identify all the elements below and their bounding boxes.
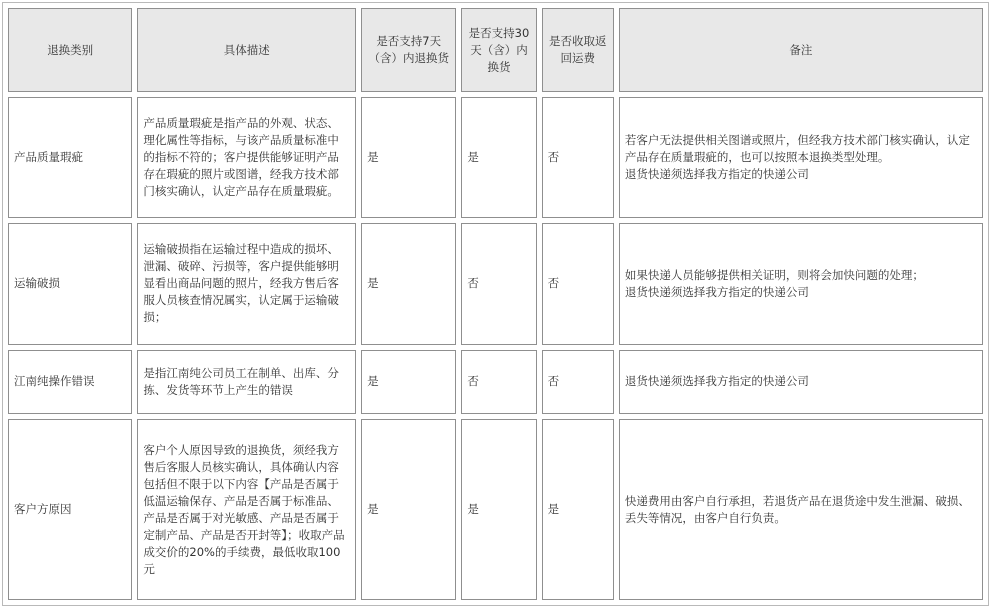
table-row (8, 223, 983, 344)
cell-shipping-fee: 否 (542, 350, 614, 415)
table-row (8, 419, 983, 600)
cell-description: 客户个人原因导致的退换货，须经我方售后客服人员核实确认，具体确认内容包括但不限于以下内容【产品是否属于低温运输保存、产品是否属于标准品、产品是否属于对光敏感、产品是否属于定制产品、产品是否开封等】；收取产品成交价的20%的手续费，最低收取100元 (137, 419, 356, 600)
cell-shipping-fee: 否 (542, 97, 614, 218)
cell-remarks (619, 419, 983, 600)
cell-description: 是指江南纯公司员工在制单、出库、分拣、发货等环节上产生的错误 (137, 350, 356, 415)
cell-exchange-30-days: 是 (461, 97, 536, 218)
cell-description: 产品质量瑕疵是指产品的外观、状态、理化属性等指标，与该产品质量标准中的指标不符的；客户提供能够证明产品存在瑕疵的照片或图谱，经我方技术部门核实确认，认定产品存在质量瑕疵。 (137, 97, 356, 218)
cell-description: 运输破损指在运输过程中造成的损坏、泄漏、破碎、污损等，客户提供能够明显看出商品问题的照片，经我方售后客服人员核查情况属实，认定属于运输破损； (137, 223, 356, 344)
cell-return-7-days: 是 (361, 223, 456, 344)
header-return-7-days: 是否支持7天（含）内退换货 (361, 8, 456, 92)
cell-remarks (619, 97, 983, 218)
return-policy-table (2, 2, 989, 606)
cell-exchange-30-days: 否 (461, 350, 536, 415)
cell-shipping-fee: 否 (542, 223, 614, 344)
cell-return-7-days: 是 (361, 97, 456, 218)
remarks-line: 若客户无法提供相关图谱或照片，但经我方技术部门核实确认，认定产品存在质量瑕疵的，也可以按照本退换类型处理。 (624, 133, 970, 165)
table-row (8, 97, 983, 218)
table-header-row (8, 8, 983, 92)
header-description: 具体描述 (137, 8, 356, 92)
cell-category: 运输破损 (8, 223, 132, 344)
header-shipping-fee: 是否收取返回运费 (542, 8, 614, 92)
cell-category: 产品质量瑕疵 (8, 97, 132, 218)
header-exchange-30-days: 是否支持30天（含）内换货 (461, 8, 536, 92)
cell-return-7-days: 是 (361, 350, 456, 415)
table-row (8, 350, 983, 415)
remarks-line: 退货快递须选择我方指定的快递公司 (624, 284, 809, 299)
cell-category: 客户方原因 (8, 419, 132, 600)
remarks-line: 退货快递须选择我方指定的快递公司 (624, 167, 809, 182)
remarks-line: 退货快递须选择我方指定的快递公司 (624, 374, 809, 389)
cell-remarks (619, 350, 983, 415)
remarks-line: 如果快递人员能够提供相关证明，则将会加快问题的处理； (624, 267, 924, 282)
remarks-line: 快递费用由客户自行承担，若退货产品在退货途中发生泄漏、破损、丢失等情况，由客户自行负责。 (624, 493, 970, 525)
cell-exchange-30-days: 是 (461, 419, 536, 600)
cell-return-7-days: 是 (361, 419, 456, 600)
cell-remarks (619, 223, 983, 344)
cell-category: 江南纯操作错误 (8, 350, 132, 415)
cell-exchange-30-days: 否 (461, 223, 536, 344)
header-remarks: 备注 (619, 8, 983, 92)
cell-shipping-fee: 是 (542, 419, 614, 600)
header-category: 退换类别 (8, 8, 132, 92)
